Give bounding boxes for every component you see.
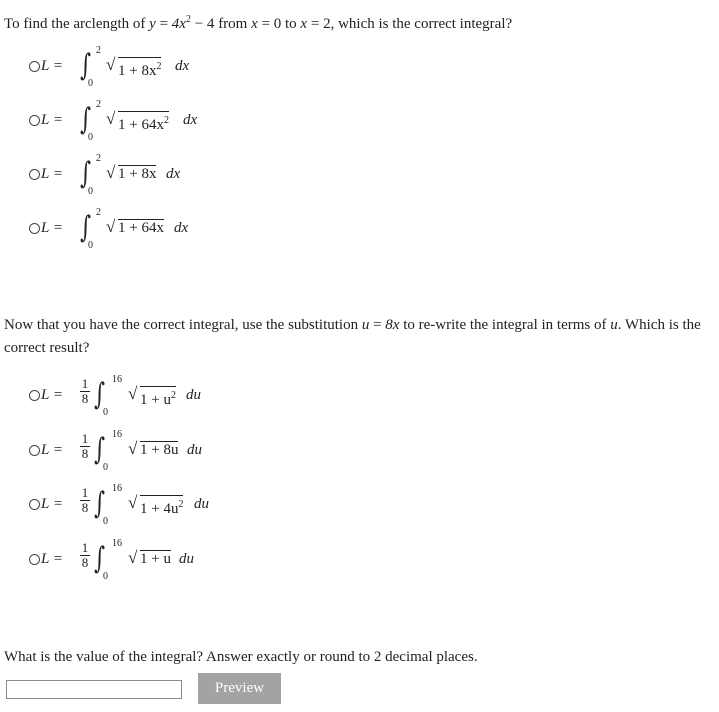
question-2-text: Now that you have the correct integral, use the substitution u = 8x to re-write the integral in terms of u. Which is the correct result? [4,317,701,356]
integral-sign-icon: ∫ [94,432,105,467]
radio-button[interactable] [29,115,40,126]
option-lhs: L = [41,496,63,512]
upper-limit: 2 [96,207,101,218]
integral-sign-icon: ∫ [80,102,91,137]
radicand: 1 + u [140,551,171,567]
fraction: $\frac{1}{8}$ [81,540,89,570]
sqrt-icon: √ [128,384,138,403]
radicand: 1 + 8x [118,166,157,182]
q1-option-4[interactable] [29,206,359,252]
option-lhs: L = [41,442,63,458]
fraction: $\frac{1}{8}$ [81,376,89,406]
upper-limit: 16 [112,538,122,549]
sqrt-icon: √ [106,109,116,128]
upper-limit: 2 [96,153,101,164]
sqrt-icon: √ [106,55,116,74]
differential: du [186,387,201,403]
differential: du [187,442,202,458]
radicand: $1 + 8x^2$ [118,57,161,80]
lower-limit: 0 [88,78,93,89]
fraction: $\frac{1}{8}$ [81,431,89,461]
differential: dx [174,220,189,236]
question-3-text: What is the value of the integral? Answer exactly or round to 2 decimal places. [4,649,478,665]
lower-limit: 0 [103,462,108,473]
upper-limit: 16 [112,429,122,440]
radio-button[interactable] [29,223,40,234]
question-1-text: To find the arclength of $y = 4x^2 - 4$ from x = 0 to x = 2, which is the correct integral? [4,14,513,32]
sqrt-icon: √ [128,439,138,458]
radicand: $1 + 64x^2$ [118,111,169,134]
preview-button[interactable]: Preview [198,673,281,704]
integral-sign-icon: ∫ [80,48,91,83]
radio-button[interactable] [29,61,40,72]
radio-button[interactable] [29,554,40,565]
q1-option-2[interactable] [29,98,359,144]
q2-option-4[interactable] [29,536,359,582]
lower-limit: 0 [103,516,108,527]
upper-limit: 16 [112,483,122,494]
radio-button[interactable] [29,169,40,180]
option-lhs: L = [41,166,63,182]
radio-button[interactable] [29,390,40,401]
lower-limit: 0 [88,240,93,251]
option-lhs: L = [41,112,63,128]
q2-option-2[interactable] [29,427,359,473]
integral-sign-icon: ∫ [94,541,105,576]
differential: dx [166,166,181,182]
upper-limit: 16 [112,374,122,385]
differential: du [194,496,209,512]
sqrt-icon: √ [128,493,138,512]
radicand: $1 + u^2$ [140,386,176,409]
integral-sign-icon: ∫ [94,377,105,412]
option-lhs: L = [41,220,63,236]
q2-option-3[interactable] [29,481,359,527]
answer-input[interactable] [6,680,182,699]
upper-limit: 2 [96,99,101,110]
lower-limit: 0 [103,571,108,582]
fraction: $\frac{1}{8}$ [81,485,89,515]
sqrt-icon: √ [106,217,116,236]
integral-sign-icon: ∫ [94,486,105,521]
q1-option-3[interactable] [29,152,359,198]
q2-option-1[interactable] [29,372,359,418]
lower-limit: 0 [88,132,93,143]
q1-option-1[interactable] [29,44,359,90]
radio-button[interactable] [29,499,40,510]
radicand: $1 + 4u^2$ [140,495,183,518]
option-lhs: L = [41,387,63,403]
upper-limit: 2 [96,45,101,56]
lower-limit: 0 [88,186,93,197]
differential: du [179,551,194,567]
radicand: 1 + 64x [118,220,164,236]
lower-limit: 0 [103,407,108,418]
radicand: 1 + 8u [140,442,179,458]
differential: dx [175,58,190,74]
sqrt-icon: √ [128,548,138,567]
option-lhs: L = [41,58,63,74]
integral-sign-icon: ∫ [80,156,91,191]
sqrt-icon: √ [106,163,116,182]
option-lhs: L = [41,551,63,567]
integral-sign-icon: ∫ [80,210,91,245]
differential: dx [183,112,198,128]
radio-button[interactable] [29,445,40,456]
